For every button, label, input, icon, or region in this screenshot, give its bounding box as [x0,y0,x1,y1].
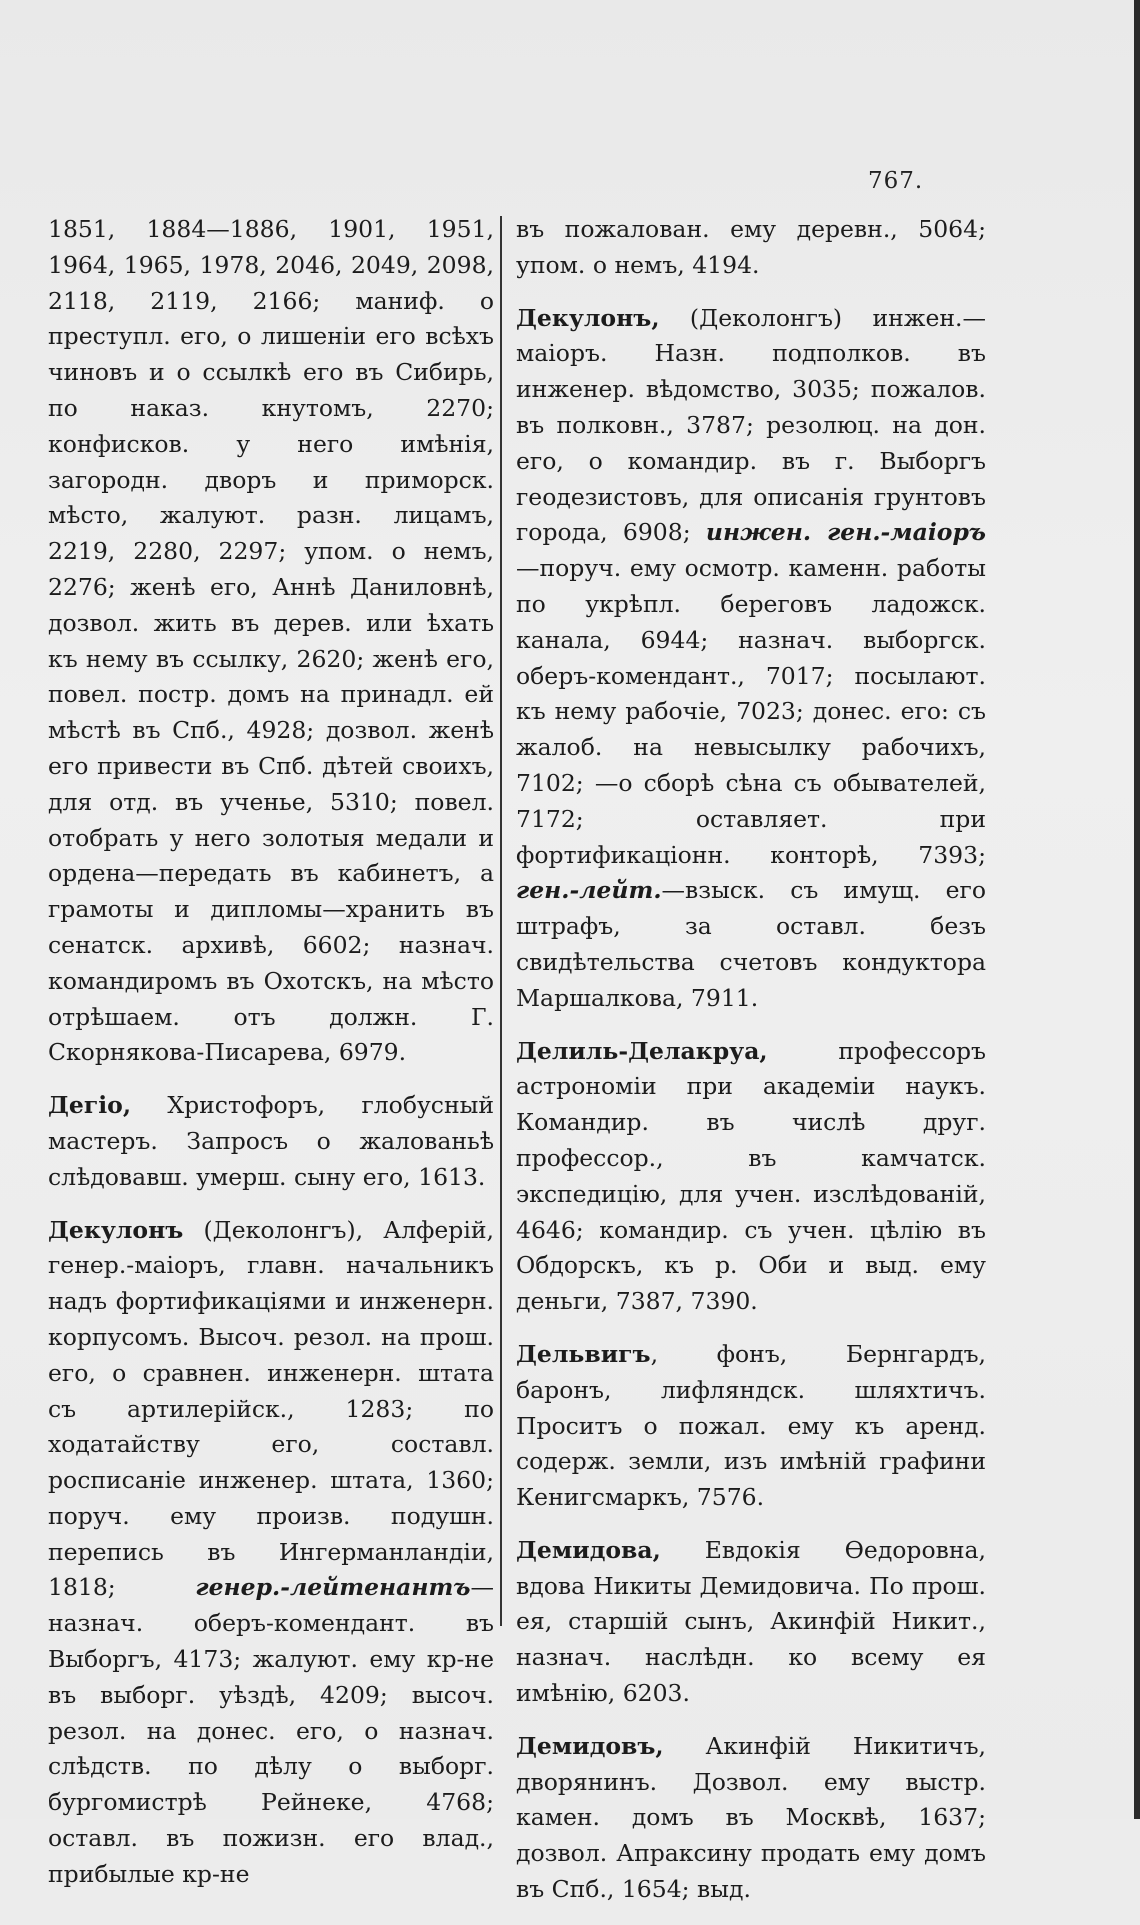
column-divider [500,216,502,1626]
entry-rank-italic: ген.-лейт. [516,876,662,905]
entry-headword: Демидовъ, [516,1731,664,1760]
entry-headword: Демидова, [516,1535,661,1564]
entry-text: въ пожалован. ему деревн., 5064; упом. о немъ, 4194. [516,215,986,279]
entry-headword: Дегіо, [48,1091,132,1120]
entry-text: профессоръ астрономіи при академіи наукъ. Командир. въ числѣ друг. профессор., въ камчатск. экспедицію, для учен. изслѣдованій, 4646; командир. съ учен. цѣлію въ Обдорскъ, къ р. Оби и выд. ему деньги, 7387, 7390. [516,1036,986,1316]
entry-headword: Декулонъ, [516,303,660,332]
entry-dekulon-2 [516,301,986,1017]
entry-text: —назнач. оберъ-комендант. въ Выборгъ, 4173; жалуют. ему кр-не въ выборг. уѣздѣ, 4209; высоч. резол. на донес. его, о назнач. слѣдств. по дѣлу о выборг. бургомистрѣ Рейнеке, 4768; оставл. въ пожизн. его влад., прибылые кр-не [48,1573,494,1888]
entry-text: —взыск. съ имущ. его штрафъ, за оставл. безъ свидѣтельства счетовъ кондуктора Маршалкова, 7911. [516,876,986,1012]
entry-rank-italic: инжен. ген.-маіоръ [705,518,986,547]
entry-headword: Дельвигъ [516,1339,651,1368]
entry-text: , фонъ, Бернгардъ, баронъ, лифляндск. шляхтичъ. Проситъ о пожал. ему къ аренд. содерж. земли, изъ имѣній графини Кенигсмаркъ, 7576. [516,1339,986,1512]
left-column [48,212,494,1910]
right-column [516,212,986,1925]
entry-text: (Деколонгъ), Алферій, генер.-маіоръ, главн. начальникъ надъ фортификаціями и инженерн. корпусомъ. Высоч. резол. на прош. его, о сравнен. инженерн. штата съ артилерійск., 1283; по ходатайству его, составл. росписаніе инженер. штата, 1360; поруч. ему произв. подушн. перепись въ Ингерманландіи, 1818; [48,1215,494,1602]
entry-continuation-right [516,212,986,284]
entry-headword: Делиль-Делакруа, [516,1036,768,1065]
entry-rank-italic: генер.-лейтенантъ [195,1573,471,1602]
entry-text: Евдокія Ѳедоровна, вдова Никиты Демидовича. По прош. ея, старшій сынъ, Акинфій Никит., назнач. наслѣдн. ко всему ея имѣнію, 6203. [516,1535,986,1708]
entry-text: —поруч. ему осмотр. каменн. работы по укрѣпл. береговъ ладожск. канала, 6944; назнач. выборгск. оберъ-комендант., 7017; посылают. къ нему рабочіе, 7023; донес. его: съ жалоб. на невысылку рабочихъ, 7102; —о сборѣ сѣна съ обывателей, 7172; оставляет. при фортификаціонн. конторѣ, 7393; [516,554,986,869]
entry-text: Христофоръ, глобусный мастеръ. Запросъ о жалованьѣ слѣдовавш. умерш. сыну его, 1613. [48,1091,494,1191]
entry-delvig [516,1337,986,1516]
entry-text: (Деколонгъ) инжен.—маіоръ. Назн. подполков. въ инженер. вѣдомство, 3035; пожалов. въ полковн., 3787; резолюц. на дон. его, о командир. въ г. Выборгъ геодезистовъ, для описанія грунтовъ города, 6908; [516,303,986,547]
page-edge-shadow [1134,0,1140,1819]
entry-text: 1851, 1884—1886, 1901, 1951, 1964, 1965, 1978, 2046, 2049, 2098, 2118, 2119, 2166; маниф. о преступл. его, о лишеніи его всѣхъ чиновъ и о ссылкѣ его въ Сибирь, по наказ. кнутомъ, 2270; конфисков. у него имѣнія, загородн. дворъ и приморск. мѣсто, жалуют. разн. лицамъ, 2219, 2280, 2297; упом. о немъ, 2276; женѣ его, Аннѣ Даниловнѣ, дозвол. жить въ дерев. или ѣхать къ нему въ ссылку, 2620; женѣ его, повел. постр. домъ на принадл. ей мѣстѣ въ Спб., 4928; дозвол. женѣ его привести въ Спб. дѣтей своихъ, для отд. въ ученье, 5310; повел. отобрать у него золотыя медали и ордена—передать въ кабинетъ, а грамоты и дипломы—хранить въ сенатск. архивѣ, 6602; назнач. командиромъ въ Охотскъ, на мѣсто отрѣшаем. отъ должн. Г. Скорнякова-Писарева, 6979. [48,215,494,1067]
entry-demidov [516,1729,986,1908]
entry-headword: Декулонъ [48,1215,184,1244]
entry-dekulon-1 [48,1213,494,1893]
page-number: 767. [868,168,924,194]
entry-degio [48,1088,494,1195]
entry-text: Акинфій Никитичъ, дворянинъ. Дозвол. ему выстр. камен. домъ въ Москвѣ, 1637; дозвол. Апраксину продать ему домъ въ Спб., 1654; выд. [516,1731,986,1904]
entry-demidova [516,1533,986,1712]
entry-delil-delakrua [516,1034,986,1320]
entry-continuation-left [48,212,494,1071]
